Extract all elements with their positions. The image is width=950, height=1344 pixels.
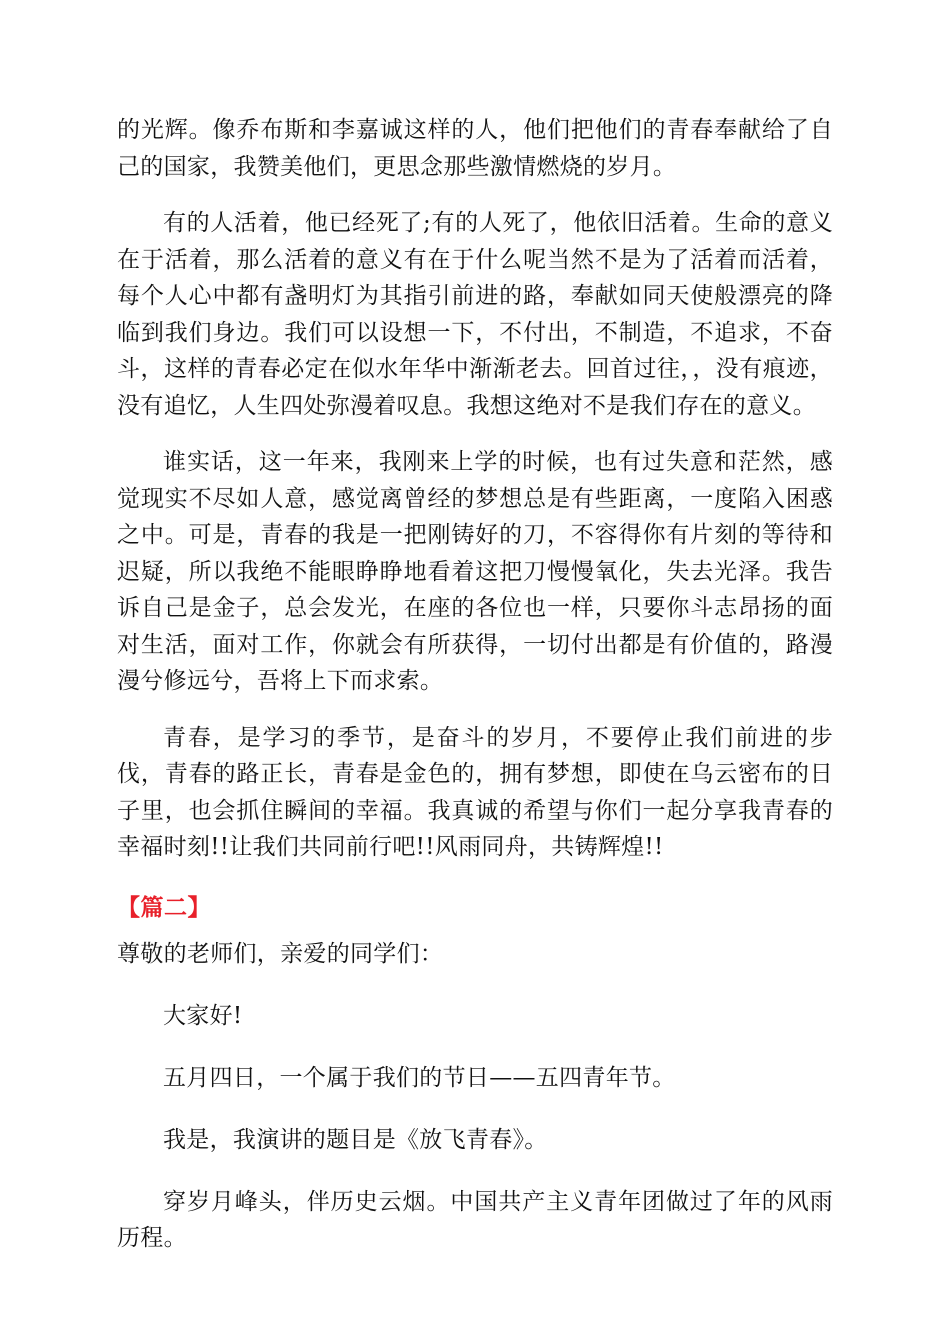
paragraph-meaning-of-life: 有的人活着，他已经死了;有的人死了，他依旧活着。生命的意义在于活着，那么活着的意义有在于什么呢当然不是为了活着而活着，每个人心中都有盏明灯为其指引前进的路，奉献如同天使般漂亮的降临到我们身边。我们可以设想一下，不付出，不制造，不追求，不奋斗，这样的青春必定在似水年华中渐渐老去。回首过往，，没有痕迹，没有追忆，人生四处弥漫着叹息。我想这绝对不是我们存在的意义。 — [117, 210, 833, 419]
line-speech-topic: 我是，我演讲的题目是《放飞青春》。 — [163, 1126, 548, 1153]
salutation: 尊敬的老师们，亲爱的同学们： — [117, 940, 444, 967]
document-body — [117, 112, 833, 1257]
paragraph-continuation: 的光辉。像乔布斯和李嘉诚这样的人，他们把他们的青春奉献给了自己的国家，我赞美他们，更思念那些激情燃烧的岁月。 — [117, 117, 833, 180]
paragraph-youth-season: 青春，是学习的季节，是奋斗的岁月，不要停止我们前进的步伐，青春的路正长，青春是金色的，拥有梦想，即使在乌云密布的日子里，也会抓住瞬间的幸福。我真诚的希望与你们一起分享我青春的幸福时刻!!让我们共同前行吧!!风雨同舟，共铸辉煌!! — [117, 724, 833, 860]
section-heading: 【篇二】 — [117, 894, 211, 921]
paragraph-history: 穿岁月峰头，伴历史云烟。中国共产主义青年团做过了年的风雨历程。 — [117, 1188, 833, 1251]
greeting: 大家好! — [163, 1002, 243, 1029]
paragraph-honest-words: 谁实话，这一年来，我刚来上学的时候，也有过失意和茫然，感觉现实不尽如人意，感觉离曾经的梦想总是有些距离，一度陷入困惑之中。可是，青春的我是一把刚铸好的刀，不容得你有片刻的等待和迟疑，所以我绝不能眼睁睁地看着这把刀慢慢氧化，失去光泽。我告诉自己是金子，总会发光，在座的各位也一样，只要你斗志昂扬的面对生活，面对工作，你就会有所获得，一切付出都是有价值的，路漫漫兮修远兮，吾将上下而求索。 — [117, 449, 833, 694]
line-may-fourth: 五月四日，一个属于我们的节日——五四青年节。 — [163, 1064, 676, 1091]
